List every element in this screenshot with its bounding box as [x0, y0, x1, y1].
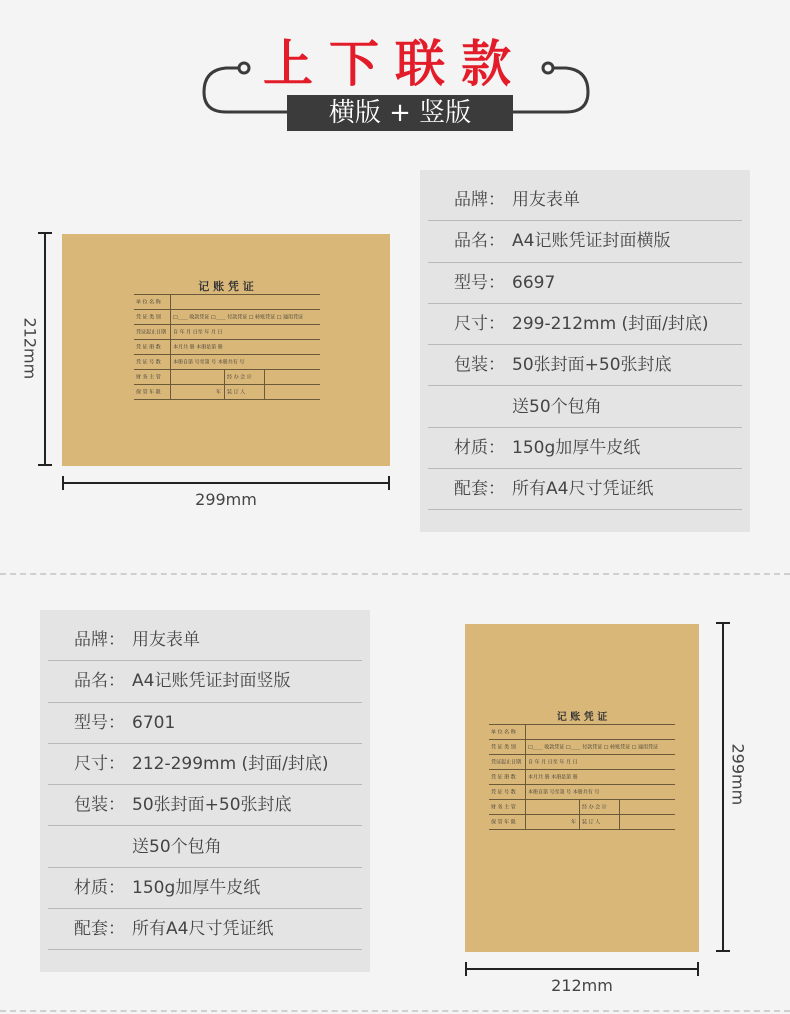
spec-row — [48, 620, 362, 661]
form-column-divider — [170, 325, 171, 339]
form-row-text: 本册自第 号至第 号 本册共有 号 — [173, 359, 245, 366]
form-row — [134, 295, 320, 310]
form-row — [489, 755, 675, 770]
spec-value: A4记账凭证封面竖版 — [132, 671, 291, 692]
form-column-divider — [264, 370, 265, 384]
form-column-divider — [525, 755, 526, 769]
portrait-height-label: 299mm — [728, 743, 748, 806]
spec-value: 50张封面+50张封底 — [512, 355, 672, 376]
spec-row — [428, 387, 742, 428]
form-column-divider — [619, 815, 620, 829]
form-column-divider — [170, 355, 171, 369]
form-row — [134, 355, 320, 370]
portrait-width-label: 212mm — [551, 976, 613, 995]
form-row-label: 凭 证 号 数 — [136, 359, 161, 366]
form-row — [489, 740, 675, 755]
form-row-label: 保 管 年 限 — [136, 389, 161, 396]
spec-row — [428, 428, 742, 469]
form-row-text: 年 — [216, 389, 222, 396]
form-row-label: 保 管 年 限 — [491, 819, 516, 826]
spec-value: 150g加厚牛皮纸 — [512, 437, 641, 458]
form-row-text: 装 订 人 — [227, 389, 246, 396]
portrait-height-line — [722, 622, 724, 952]
spec-key: 包装： — [74, 795, 125, 816]
form-row-text: 自 年 月 日至 年 月 日 — [173, 329, 223, 336]
form-row-label: 凭 证 号 数 — [491, 789, 516, 796]
form-column-divider — [170, 385, 171, 399]
form-row-label: 凭 证 类 别 — [136, 314, 161, 321]
portrait-spec-panel — [40, 610, 370, 972]
portrait-width-tick-right — [697, 962, 699, 976]
landscape-width-tick-right — [388, 476, 390, 490]
portrait-width-tick-left — [465, 962, 467, 976]
spec-row — [48, 661, 362, 702]
form-column-divider — [579, 800, 580, 814]
form-row — [489, 770, 675, 785]
landscape-cover — [62, 234, 390, 466]
form-row-text: 经 办 会 计 — [227, 374, 252, 381]
form-row — [489, 785, 675, 800]
spec-row — [48, 703, 362, 744]
form-row — [489, 815, 675, 830]
spec-value: 送50个包角 — [512, 396, 602, 417]
form-row-text: □____ 收款凭证 □____ 付款凭证 □ 转账凭证 □ 通用凭证 — [528, 744, 659, 751]
form-row — [489, 725, 675, 740]
portrait-form-title: 记 账 凭 证 — [556, 712, 608, 723]
landscape-height-label: 212mm — [20, 317, 40, 380]
landscape-height-line — [44, 232, 46, 466]
form-row-text: 本月共 册 本册是第 册 — [173, 344, 223, 351]
form-column-divider — [170, 370, 171, 384]
spec-row — [428, 221, 742, 262]
spec-value: 6697 — [512, 272, 556, 293]
form-column-divider — [525, 770, 526, 784]
form-column-divider — [579, 815, 580, 829]
portrait-height-tick-bottom — [716, 950, 730, 952]
landscape-height-tick-bottom — [38, 464, 52, 466]
form-column-divider — [170, 295, 171, 309]
form-row-label: 凭证起止日期 — [491, 759, 522, 766]
spec-key: 型号： — [454, 272, 505, 293]
form-row — [134, 325, 320, 340]
form-column-divider — [224, 370, 225, 384]
section-divider — [0, 573, 790, 575]
form-column-divider — [525, 800, 526, 814]
spec-row — [48, 868, 362, 909]
form-row-text: 装 订 人 — [582, 819, 601, 826]
spec-value: 50张封面+50张封底 — [132, 795, 292, 816]
landscape-form-title: 记 账 凭 证 — [198, 280, 254, 293]
page-title: 上下联款 — [263, 35, 527, 93]
portrait-width-line — [465, 968, 699, 970]
form-row — [134, 310, 320, 325]
spec-value: 212-299mm (封面/封底) — [132, 753, 329, 774]
spec-row — [428, 345, 742, 386]
spec-value: 送50个包角 — [132, 836, 222, 857]
spec-key: 品名： — [454, 231, 505, 252]
landscape-spec-panel — [420, 170, 750, 532]
portrait-cover — [465, 624, 699, 952]
form-row-label: 凭证起止日期 — [136, 329, 167, 336]
form-row — [489, 800, 675, 815]
spec-key: 配套： — [454, 479, 505, 500]
form-row-text: 年 — [571, 819, 577, 826]
spec-value: 用友表单 — [512, 190, 580, 210]
form-row-label: 单 位 名 称 — [136, 299, 161, 306]
spec-key: 包装： — [454, 355, 505, 376]
form-row-label: 凭 证 类 别 — [491, 744, 516, 751]
spec-row — [428, 304, 742, 345]
form-row — [134, 340, 320, 355]
spec-key: 尺寸： — [74, 753, 125, 774]
form-column-divider — [525, 740, 526, 754]
spec-key: 品牌： — [74, 630, 125, 650]
form-column-divider — [525, 785, 526, 799]
landscape-width-label: 299mm — [195, 490, 257, 509]
spec-row — [48, 827, 362, 868]
form-column-divider — [224, 385, 225, 399]
form-column-divider — [170, 310, 171, 324]
landscape-width-line — [62, 482, 390, 484]
form-row — [134, 385, 320, 400]
spec-row — [428, 180, 742, 221]
form-row-label: 财 务 主 管 — [491, 804, 516, 811]
form-row-text: 本月共 册 本册是第 册 — [528, 774, 578, 781]
spec-row — [428, 263, 742, 304]
portrait-form-table — [489, 724, 675, 830]
landscape-width-tick-left — [62, 476, 64, 490]
form-row-text: 自 年 月 日至 年 月 日 — [528, 759, 578, 766]
form-row-label: 财 务 主 管 — [136, 374, 161, 381]
form-column-divider — [170, 340, 171, 354]
form-column-divider — [525, 815, 526, 829]
spec-key: 材质： — [454, 437, 505, 458]
landscape-height-tick-top — [38, 232, 52, 234]
spec-value: 用友表单 — [132, 630, 200, 650]
bottom-divider — [0, 1010, 790, 1012]
landscape-form-table — [134, 294, 320, 400]
spec-value: 所有A4尺寸凭证纸 — [132, 919, 274, 940]
spec-key: 配套： — [74, 919, 125, 940]
form-column-divider — [619, 800, 620, 814]
spec-value: 150g加厚牛皮纸 — [132, 877, 261, 898]
spec-value: A4记账凭证封面横版 — [512, 231, 671, 252]
form-row — [134, 370, 320, 385]
form-row-label: 凭 证 册 数 — [491, 774, 516, 781]
spec-key: 材质： — [74, 877, 125, 898]
spec-key: 型号： — [74, 712, 125, 733]
spec-row — [48, 909, 362, 950]
spec-row — [48, 744, 362, 785]
spec-row — [428, 469, 742, 510]
form-row-text: 本册自第 号至第 号 本册共有 号 — [528, 789, 600, 796]
spec-key: 品名： — [74, 671, 125, 692]
spec-key: 品牌： — [454, 190, 505, 210]
spec-value: 299-212mm (封面/封底) — [512, 313, 709, 334]
form-row-label: 单 位 名 称 — [491, 729, 516, 736]
spec-value: 6701 — [132, 712, 176, 733]
form-row-label: 凭 证 册 数 — [136, 344, 161, 351]
page-subtitle: 横版 + 竖版 — [287, 95, 513, 131]
form-column-divider — [264, 385, 265, 399]
form-row-text: □____ 收款凭证 □____ 付款凭证 □ 转账凭证 □ 通用凭证 — [173, 314, 304, 321]
form-row-text: 经 办 会 计 — [582, 804, 607, 811]
form-column-divider — [525, 725, 526, 739]
spec-row — [48, 785, 362, 826]
spec-key: 尺寸： — [454, 313, 505, 334]
portrait-height-tick-top — [716, 622, 730, 624]
spec-value: 所有A4尺寸凭证纸 — [512, 479, 654, 500]
